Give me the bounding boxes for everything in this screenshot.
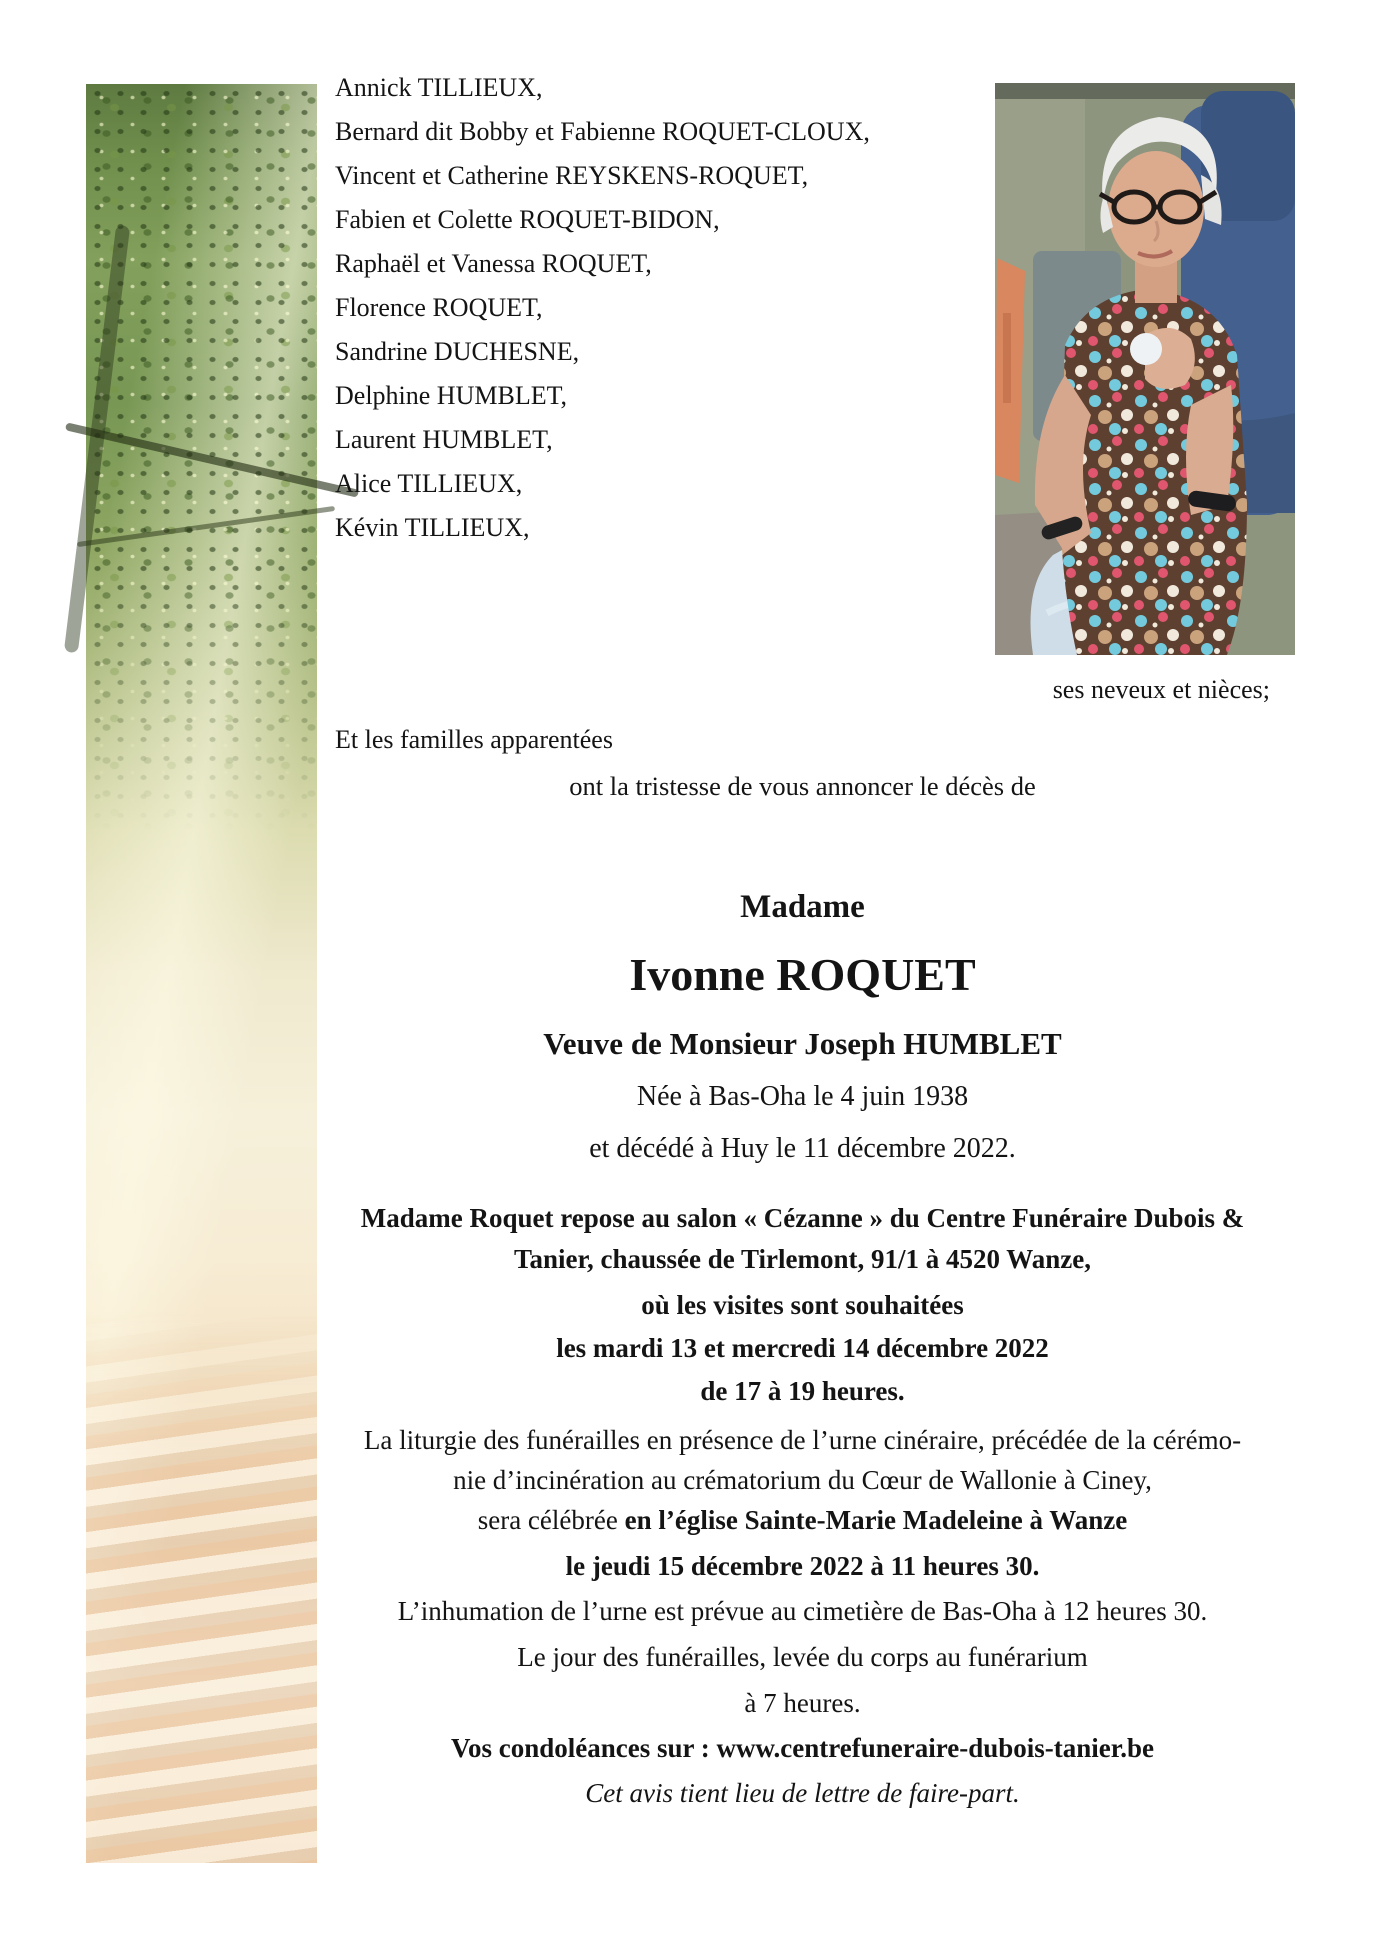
notice-line: Cet avis tient lieu de lettre de faire-part. [585,1778,1020,1808]
deceased-name: Ivonne ROQUET [629,949,976,1000]
relative-name: Florence ROQUET, [335,293,543,322]
liturgy-church-bold-text: en l’église Sainte-Marie Madeleine à Wanze [624,1505,1128,1535]
liturgy-regular-text: sera célébrée [477,1505,625,1535]
repose-line: Tanier, chaussée de Tirlemont, 91/1 à 4520 Wanze, [513,1244,1092,1274]
relative-name: Alice TILLIEUX, [335,469,523,498]
relative-name: Kévin TILLIEUX, [335,513,530,542]
visits-line: où les visites sont souhaitées [641,1290,964,1320]
repose-line: Madame Roquet repose au salon « Cézanne » du Centre Funéraire Dubois & [360,1203,1245,1233]
relatives-names-list [335,66,1270,550]
ceremony-date-line: le jeudi 15 décembre 2022 à 11 heures 30. [565,1551,1040,1581]
relative-name: Bernard dit Bobby et Fabienne ROQUET-CLOUX, [335,117,870,146]
announcement-line: ont la tristesse de vous annoncer le décès de [569,771,1036,801]
repose-paragraph [335,1198,1270,1280]
funeral-day-line: Le jour des funérailles, levée du corps au funérarium [517,1642,1088,1672]
path-texture [86,1312,317,1863]
inhumation-line: L’inhumation de l’urne est prévue au cimetière de Bas-Oha à 12 heures 30. [397,1596,1208,1626]
civility-title: Madame [740,889,865,925]
relative-name: Laurent HUMBLET, [335,425,553,454]
funeral-hour-line: à 7 heures. [744,1688,861,1718]
death-line: et décédé à Huy le 11 décembre 2022. [589,1133,1016,1164]
birth-line: Née à Bas-Oha le 4 juin 1938 [636,1081,969,1112]
families-line: Et les familles apparentées [335,725,613,754]
forest-path-image [86,84,317,1863]
announcement-content [335,66,1270,1812]
visit-days-line: les mardi 13 et mercredi 14 décembre 2022 [556,1333,1049,1363]
visit-hours-line: de 17 à 19 heures. [700,1376,905,1406]
relative-name: Sandrine DUCHESNE, [335,337,580,366]
relative-name: Fabien et Colette ROQUET-BIDON, [335,205,720,234]
relation-line: ses neveux et nièces; [1052,675,1270,704]
liturgy-line: nie d’incinération au crématorium du Cœur de Wallonie à Ciney, [453,1465,1152,1495]
condolences-line: Vos condoléances sur : www.centrefuneraire-dubois-tanier.be [450,1733,1154,1763]
relative-name: Vincent et Catherine REYSKENS-ROQUET, [335,161,809,190]
widow-line: Veuve de Monsieur Joseph HUMBLET [543,1026,1062,1061]
relative-name: Annick TILLIEUX, [335,73,543,102]
relative-name: Delphine HUMBLET, [335,381,568,410]
relative-name: Raphaël et Vanessa ROQUET, [335,249,652,278]
liturgy-line: La liturgie des funérailles en présence de l’urne cinéraire, précédée de la cérémo- [363,1425,1242,1455]
liturgy-paragraph [335,1420,1270,1540]
liturgy-line [335,1500,1270,1540]
